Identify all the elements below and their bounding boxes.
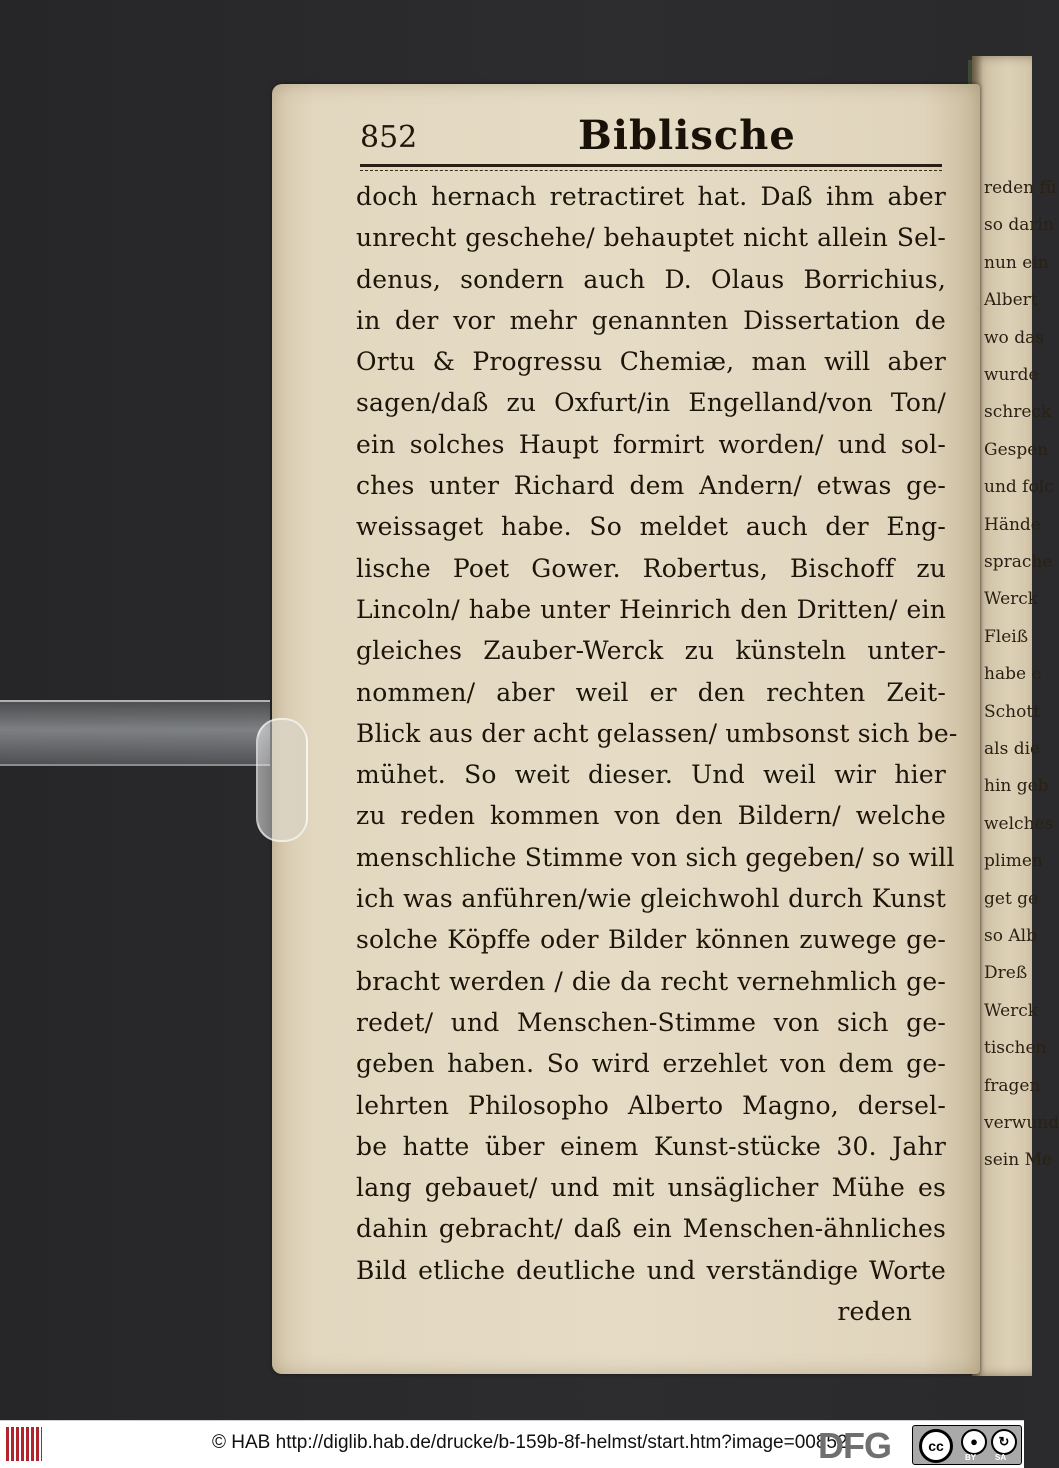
facing-text-fragment: und folc — [984, 477, 1054, 498]
facing-text-fragment: fragen — [984, 1075, 1041, 1096]
text-line: mühet. So weit dieser. Und weil wir hier — [356, 760, 946, 790]
by-label: BY — [965, 1453, 977, 1462]
facing-text-fragment: schreck — [984, 402, 1052, 423]
facing-text-fragment: Werck — [984, 1000, 1039, 1021]
running-title: Biblische — [578, 112, 796, 159]
facing-text-fragment: nun ein — [984, 252, 1049, 273]
text-line: Blick aus der acht gelassen/ umbsonst sich be- — [356, 718, 958, 748]
text-line: unrecht geschehe/ behauptet nicht allein Sel- — [356, 223, 946, 253]
text-line: ich was anführen/wie gleichwohl durch Kunst — [356, 884, 946, 914]
facing-text-fragment: Werck — [984, 589, 1039, 610]
facing-text-fragment: als die — [984, 739, 1041, 759]
text-line: gleiches Zauber-Werck zu künsteln unter- — [356, 636, 946, 666]
facing-text-fragment: Hände — [984, 514, 1041, 535]
text-line: Bild etliche deutliche und verständige Worte — [356, 1255, 946, 1285]
facing-text-fragment: sprache — [984, 552, 1053, 572]
facing-text-fragment: sein Me — [984, 1150, 1053, 1171]
cc-license-badge[interactable] — [912, 1425, 1022, 1465]
by-person-icon: ● — [961, 1429, 987, 1455]
clip-tip — [256, 718, 308, 842]
facing-text-fragment: wurde — [984, 365, 1039, 385]
copyright-link[interactable]: © HAB http://diglib.hab.de/drucke/b-159b-8f-helmst/start.htm?image=00852 — [212, 1432, 848, 1453]
text-line: lische Poet Gower. Robertus, Bischoff zu — [356, 553, 946, 583]
facing-text-fragment: so Alb — [984, 926, 1037, 946]
facing-text-fragment: get ge — [984, 888, 1039, 909]
sharealike-icon: ↻ — [991, 1429, 1017, 1455]
facing-text-fragment: hin geb — [984, 776, 1049, 797]
footer-bar — [0, 1420, 1024, 1468]
page-number: 852 — [360, 120, 418, 155]
facing-text-fragment: Albert — [984, 290, 1038, 311]
head-rule — [360, 164, 942, 167]
running-head — [360, 112, 942, 162]
body-text — [356, 176, 958, 1332]
text-line: denus, sondern auch D. Olaus Borrichius, — [356, 264, 946, 294]
catchword: reden — [837, 1297, 912, 1327]
text-line: doch hernach retractiret hat. Daß ihm aber — [356, 182, 946, 211]
facing-text-fragment: Schott — [984, 701, 1041, 722]
facing-text-fragment: tischen — [984, 1038, 1047, 1059]
facing-text-fragment: welches — [984, 813, 1054, 834]
text-line: geben haben. So wird erzehlet von dem ge- — [356, 1049, 946, 1079]
facing-text-fragment: reden fü — [984, 178, 1057, 198]
text-line: weissaget habe. So meldet auch der Eng- — [356, 512, 946, 542]
text-line: solche Köpffe oder Bilder können zuwege ge- — [356, 925, 946, 955]
text-line: in der vor mehr genannten Dissertation de — [356, 305, 946, 335]
text-line: ches unter Richard dem Andern/ etwas ge- — [356, 471, 946, 501]
cc-icon: cc — [919, 1429, 953, 1463]
facing-text-fragment: verwund — [984, 1113, 1059, 1133]
facing-text-fragment: so darin — [984, 215, 1054, 236]
text-line: bracht werden / die da recht vernehmlich ge- — [356, 966, 946, 996]
text-line: lang gebauet/ und mit unsäglicher Mühe es — [356, 1173, 946, 1203]
text-line: Ortu & Progressu Chemiæ, man will aber — [356, 347, 946, 377]
facing-text-fragment: Fleiß — [984, 626, 1029, 647]
text-line: ein solches Haupt formirt worden/ und sol- — [356, 429, 946, 459]
page-clip — [0, 690, 300, 782]
text-line: sagen/daß zu Oxfurt/in Engelland/von Ton/ — [356, 388, 946, 418]
dfg-logo[interactable]: DFG — [818, 1425, 891, 1466]
text-line: redet/ und Menschen-Stimme von sich ge- — [356, 1007, 946, 1037]
text-line: zu reden kommen von den Bildern/ welche — [356, 801, 946, 831]
facing-text-fragment: Dreß — [984, 963, 1028, 984]
sa-label: SA — [995, 1453, 1007, 1462]
text-line: lehrten Philosopho Alberto Magno, dersel- — [356, 1090, 946, 1120]
text-line: menschliche Stimme von sich gegeben/ so will — [356, 842, 955, 872]
text-line: be hatte über einem Kunst-stücke 30. Jahr — [356, 1131, 946, 1161]
text-line: nommen/ aber weil er den rechten Zeit- — [356, 677, 946, 707]
clip-arm — [0, 700, 270, 766]
facing-text-fragment: Gespen — [984, 439, 1049, 460]
facing-text-fragment: wo das — [984, 327, 1044, 348]
facing-text-fragment: plimen — [984, 851, 1043, 872]
text-line: Lincoln/ habe unter Heinrich den Dritten/ ein — [356, 594, 946, 624]
head-rule-dashed — [360, 170, 942, 171]
text-line: dahin gebracht/ daß ein Menschen-ähnliches — [356, 1214, 946, 1244]
hab-logo-icon[interactable] — [6, 1427, 42, 1461]
facing-text-fragment: habe e — [984, 664, 1042, 685]
